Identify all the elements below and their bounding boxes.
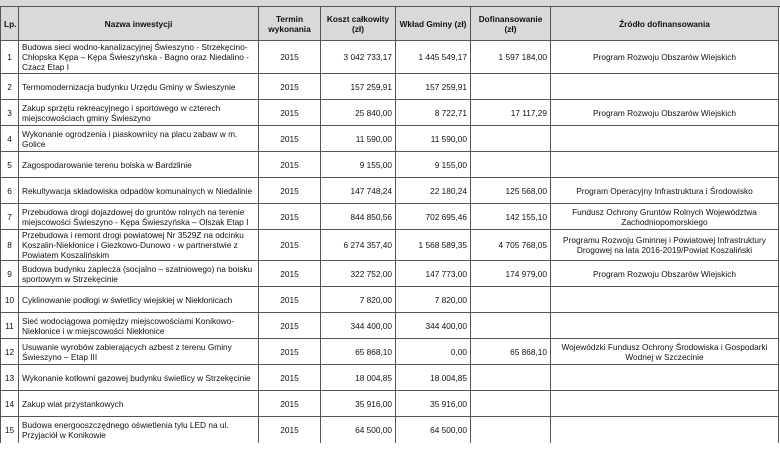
cell-funding-source: Program Operacyjny Infrastruktura i Środowisko <box>551 178 779 204</box>
cell-total-cost: 35 916,00 <box>321 391 396 417</box>
table-row <box>1 74 779 100</box>
cell-funding-source: Programu Rozwoju Gminnej i Powiatowej Infrastruktury Drogowej na lata 2016-2019/Powiat Koszaliński <box>551 230 779 261</box>
cell-total-cost: 65 868,10 <box>321 339 396 365</box>
cell-lp: 12 <box>1 339 19 365</box>
cell-name: Usuwanie wyrobów zabierających azbest z terenu Gminy Świeszyno – Etap III <box>19 339 259 365</box>
header-name: Nazwa inwestycji <box>19 7 259 41</box>
cell-name: Zakup wiat przystankowych <box>19 391 259 417</box>
cell-gmina-contribution: 1 568 589,35 <box>396 230 471 261</box>
cell-gmina-contribution: 702 695,46 <box>396 204 471 230</box>
cell-gmina-contribution: 64 500,00 <box>396 417 471 443</box>
cell-funding-source <box>551 417 779 443</box>
cell-lp: 14 <box>1 391 19 417</box>
cell-term: 2015 <box>259 417 321 443</box>
cell-lp: 1 <box>1 41 19 74</box>
cell-funding-source <box>551 152 779 178</box>
cell-total-cost: 844 850,56 <box>321 204 396 230</box>
cell-funding-source: Program Rozwoju Obszarów Wiejskich <box>551 261 779 287</box>
cell-lp: 5 <box>1 152 19 178</box>
cell-cofinancing: 17 117,29 <box>471 100 551 126</box>
cell-lp: 13 <box>1 365 19 391</box>
cell-funding-source: Program Rozwoju Obszarów Wiejskich <box>551 41 779 74</box>
cell-cofinancing <box>471 152 551 178</box>
cell-funding-source <box>551 313 779 339</box>
cell-total-cost: 18 004,85 <box>321 365 396 391</box>
cell-lp: 2 <box>1 74 19 100</box>
cell-term: 2015 <box>259 41 321 74</box>
cell-name: Wykonanie kotłowni gazowej budynku świetlicy w Strzekęcinie <box>19 365 259 391</box>
cell-lp: 15 <box>1 417 19 443</box>
cell-name: Przebudowa drogi dojazdowej do gruntów rolnych na terenie miejscowości Świeszyno - Kępa Świeszyńska – Olszak Etap I <box>19 204 259 230</box>
cell-funding-source: Program Rozwoju Obszarów Wiejskich <box>551 100 779 126</box>
cell-total-cost: 64 500,00 <box>321 417 396 443</box>
cell-lp: 7 <box>1 204 19 230</box>
cell-total-cost: 9 155,00 <box>321 152 396 178</box>
cell-term: 2015 <box>259 204 321 230</box>
table-row <box>1 152 779 178</box>
cell-total-cost: 7 820,00 <box>321 287 396 313</box>
cell-term: 2015 <box>259 339 321 365</box>
cell-name: Budowa sieci wodno-kanalizacyjnej Świeszyno - Strzekęcino-Chłopska Kępa – Kępa Świeszyńska - Bagno oraz Niedalino - Czacz Etap I <box>19 41 259 74</box>
cell-name: Zakup sprzętu rekreacyjnego i sportowego w czterech miejscowościach gminy Świeszyno <box>19 100 259 126</box>
cell-lp: 4 <box>1 126 19 152</box>
cell-gmina-contribution: 0,00 <box>396 339 471 365</box>
cell-cofinancing <box>471 313 551 339</box>
header-lp: Lp. <box>1 7 19 41</box>
cell-term: 2015 <box>259 261 321 287</box>
cell-gmina-contribution: 1 445 549,17 <box>396 41 471 74</box>
table-row <box>1 391 779 417</box>
cell-total-cost: 157 259,91 <box>321 74 396 100</box>
table-row <box>1 261 779 287</box>
header-total-cost: Koszt całkowity (zł) <box>321 7 396 41</box>
cell-cofinancing: 1 597 184,00 <box>471 41 551 74</box>
cell-funding-source <box>551 126 779 152</box>
cell-cofinancing <box>471 126 551 152</box>
cell-name: Przebudowa i remont drogi powiatowej Nr 3529Z na odcinku Koszalin-Niekłonice i Giezkowo-Dunowo - w partnerstwie z Powiatem Koszalińskim <box>19 230 259 261</box>
cell-cofinancing: 4 705 768,05 <box>471 230 551 261</box>
cell-gmina-contribution: 7 820,00 <box>396 287 471 313</box>
cell-gmina-contribution: 35 916,00 <box>396 391 471 417</box>
table-row <box>1 230 779 261</box>
cell-lp: 10 <box>1 287 19 313</box>
cell-total-cost: 147 748,24 <box>321 178 396 204</box>
cell-term: 2015 <box>259 230 321 261</box>
cell-name: Budowa energooszczędnego oświetlenia tylu LED na ul. Przyjaciół w Konikowie <box>19 417 259 443</box>
table-header-row <box>1 7 779 41</box>
cell-total-cost: 344 400,00 <box>321 313 396 339</box>
cell-cofinancing <box>471 287 551 313</box>
cell-term: 2015 <box>259 126 321 152</box>
cell-name: Termomodernizacja budynku Urzędu Gminy w Świeszynie <box>19 74 259 100</box>
cell-gmina-contribution: 18 004,85 <box>396 365 471 391</box>
cell-funding-source <box>551 391 779 417</box>
cell-funding-source <box>551 287 779 313</box>
cell-name: Cyklinowanie podłogi w świetlicy wiejskiej w Niekłonicach <box>19 287 259 313</box>
cell-total-cost: 11 590,00 <box>321 126 396 152</box>
table-row <box>1 417 779 443</box>
header-gmina-contribution: Wkład Gminy (zł) <box>396 7 471 41</box>
cell-gmina-contribution: 22 180,24 <box>396 178 471 204</box>
cell-funding-source <box>551 74 779 100</box>
cell-cofinancing: 125 568,00 <box>471 178 551 204</box>
table-row <box>1 41 779 74</box>
table-row <box>1 126 779 152</box>
cell-gmina-contribution: 157 259,91 <box>396 74 471 100</box>
cell-total-cost: 25 840,00 <box>321 100 396 126</box>
table-row <box>1 100 779 126</box>
cell-cofinancing <box>471 391 551 417</box>
cell-cofinancing <box>471 74 551 100</box>
cell-cofinancing: 65 868,10 <box>471 339 551 365</box>
header-term: Termin wykonania <box>259 7 321 41</box>
cell-cofinancing: 174 979,00 <box>471 261 551 287</box>
table-row <box>1 287 779 313</box>
table-row <box>1 178 779 204</box>
cell-name: Zagospodarowanie terenu boiska w Bardzlinie <box>19 152 259 178</box>
cell-lp: 6 <box>1 178 19 204</box>
cell-cofinancing: 142 155,10 <box>471 204 551 230</box>
cell-term: 2015 <box>259 178 321 204</box>
table-row <box>1 339 779 365</box>
cell-name: Budowa budynku zaplecza (socjalno – szatniowego) na boisku sportowym w Strzekęcinie <box>19 261 259 287</box>
cell-gmina-contribution: 8 722,71 <box>396 100 471 126</box>
cell-term: 2015 <box>259 313 321 339</box>
cell-funding-source: Fundusz Ochrony Gruntów Rolnych Województwa Zachodniopomorskiego <box>551 204 779 230</box>
table-row <box>1 365 779 391</box>
cell-gmina-contribution: 344 400,00 <box>396 313 471 339</box>
cell-cofinancing <box>471 365 551 391</box>
cell-gmina-contribution: 9 155,00 <box>396 152 471 178</box>
cell-lp: 11 <box>1 313 19 339</box>
cell-term: 2015 <box>259 74 321 100</box>
cell-total-cost: 322 752,00 <box>321 261 396 287</box>
cell-gmina-contribution: 11 590,00 <box>396 126 471 152</box>
header-cofinancing: Dofinansowanie (zł) <box>471 7 551 41</box>
cell-name: Rekultywacja składowiska odpadów komunalnych w Niedalinie <box>19 178 259 204</box>
cell-funding-source <box>551 365 779 391</box>
cell-gmina-contribution: 147 773,00 <box>396 261 471 287</box>
cell-term: 2015 <box>259 100 321 126</box>
investments-table <box>0 6 779 443</box>
cell-lp: 9 <box>1 261 19 287</box>
cell-lp: 3 <box>1 100 19 126</box>
table-row <box>1 204 779 230</box>
cell-term: 2015 <box>259 391 321 417</box>
cell-total-cost: 3 042 733,17 <box>321 41 396 74</box>
cell-name: Sieć wodociągowa pomiędzy miejscowościami Konikowo-Niekłonice i w miejscowości Niekłonice <box>19 313 259 339</box>
cell-total-cost: 6 274 357,40 <box>321 230 396 261</box>
table-body <box>1 41 779 443</box>
cell-term: 2015 <box>259 152 321 178</box>
cell-term: 2015 <box>259 365 321 391</box>
header-funding-source: Źródło dofinansowania <box>551 7 779 41</box>
cell-name: Wykonanie ogrodzenia i piaskownicy na placu zabaw w m. Golice <box>19 126 259 152</box>
cell-term: 2015 <box>259 287 321 313</box>
cell-lp: 8 <box>1 230 19 261</box>
cell-cofinancing <box>471 417 551 443</box>
table-row <box>1 313 779 339</box>
cell-funding-source: Wojewódzki Fundusz Ochrony Środowiska i Gospodarki Wodnej w Szczecinie <box>551 339 779 365</box>
